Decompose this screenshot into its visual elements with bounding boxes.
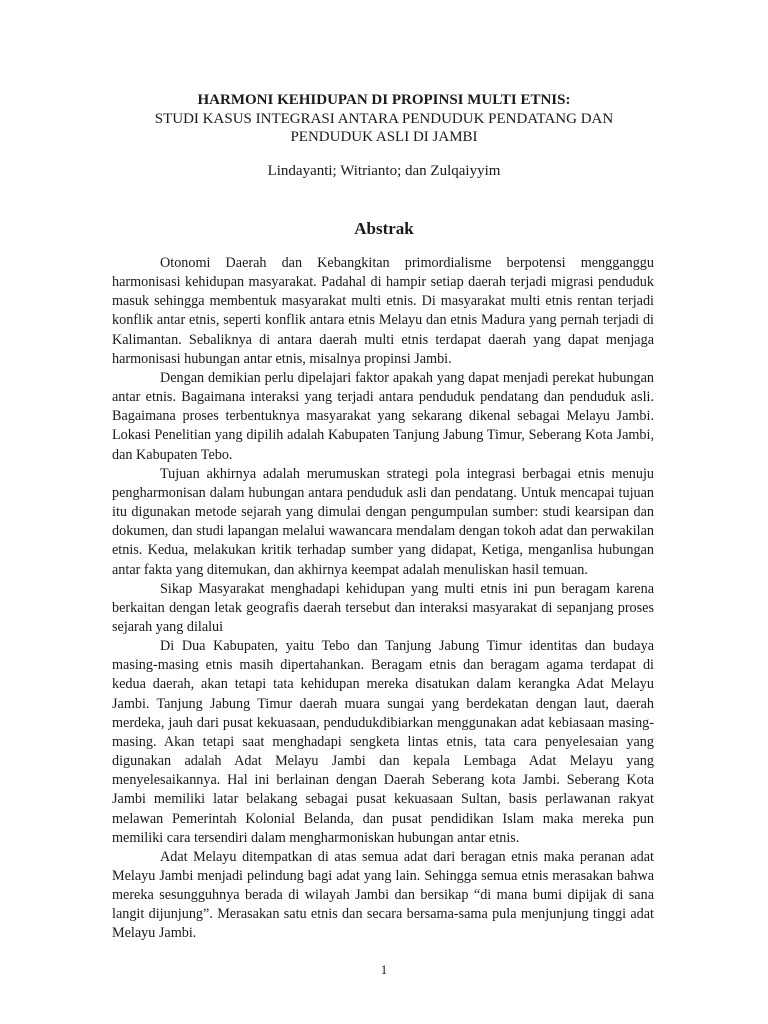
paragraph-1: Otonomi Daerah dan Kebangkitan primordialisme berpotensi mengganggu harmonisasi kehidupan masyarakat. Padahal di hampir setiap daerah terjadi migrasi penduduk masuk sehingga membentuk masyarakat multi etnis. Di masyarakat multi etnis rentan terjadi konflik antar etnis, seperti konflik antara etnis Melayu dan etnis Madura yang pernah terjadi di Kalimantan. Sebaliknya di antara daerah multi etnis terdapat daerah yang dapat menjaga harmonisasi hubungan antar etnis, misalnya propinsi Jambi. [112,255,654,367]
title-line-1: HARMONI KEHIDUPAN DI PROPINSI MULTI ETNIS: [197,92,571,108]
abstract-body [112,254,654,944]
authors: Lindayanti; Witrianto; dan Zulqaiyyim [267,163,501,179]
title-block [0,91,768,147]
title-line-3: PENDUDUK ASLI DI JAMBI [290,129,478,145]
paragraph-5: Di Dua Kabupaten, yaitu Tebo dan Tanjung Jabung Timur identitas dan budaya masing-masing etnis masih dipertahankan. Beragam etnis dan beragam agama terdapat di kedua daerah, akan tetapi tata kehidupan mereka disatukan dalam kerangka Adat Melayu Jambi. Tanjung Jabung Timur daerah muara sungai yang berdekatan dengan laut, daerah merdeka, jauh dari pusat kekuasaan, pendudukdibiarkan menggunakan adat kebiasaan masing-masing. Akan tetapi saat menghadapi sengketa lintas etnis, tata cara penyelesaian yang digunakan adalah Adat Melayu Jambi dan kepala Lembaga Adat Melayu yang menyelesaikannya. Hal ini berlainan dengan Daerah Seberang kota Jambi. Seberang Kota Jambi memiliki latar belakang sebagai pusat kekuasaan Sultan, basis perlawanan rakyat melawan Pemerintah Kolonial Belanda, dan pusat pendidikan Islam maka mereka pun memiliki cara tersendiri dalam mengharmoniskan hubungan antar etnis. [112,638,654,846]
title-line-2: STUDI KASUS INTEGRASI ANTARA PENDUDUK PENDATANG DAN [154,110,614,127]
paragraph-2: Dengan demikian perlu dipelajari faktor apakah yang dapat menjadi perekat hubungan antar etnis. Bagaimana interaksi yang terjadi antara penduduk pendatang dan penduduk asli. Bagaimana proses terbentuknya masyarakat yang sekarang dikenal sebagai Melayu Jambi. Lokasi Penelitian yang dipilih adalah Kabupaten Tanjung Jabung Timur, Seberang Kota Jambi, dan Kabupaten Tebo. [112,369,654,463]
paragraph-3: Tujuan akhirnya adalah merumuskan strategi pola integrasi berbagai etnis menuju pengharmonisan dalam hubungan antara penduduk asli dan pendatang. Untuk mencapai tujuan itu digunakan metode sejarah yang dimulai dengan pengumpulan sumber: studi kearsipan dan dokumen, dan studi lapangan melalui wawancara mendalam dengan tokoh adat dan perwakilan etnis. Kedua, melakukan kritik terhadap sumber yang didapat, Ketiga, menganlisa hubungan antar fakta yang ditemukan, dan akhirnya keempat adalah menuliskan hasil temuan. [112,465,654,578]
abstract-heading: Abstrak [354,219,414,238]
paragraph-4: Sikap Masyarakat menghadapi kehidupan yang multi etnis ini pun beragam karena berkaitan dengan letak geografis daerah tersebut dan interaksi masyarakat di sepanjang proses sejarah yang dilalui [112,580,654,635]
page-number: 1 [380,962,388,977]
paragraph-6: Adat Melayu ditempatkan di atas semua adat dari beragan etnis maka peranan adat Melayu Jambi menjadi pelindung bagi adat yang lain. Sehingga semua etnis merasakan bahwa mereka sesungguhnya berada di wilayah Jambi dan bersikap “di mana bumi dipijak di sana langit dijunjung”. Merasakan satu etnis dan secara bersama-sama pula menjunjung tinggi adat Melayu Jambi. [112,848,654,942]
